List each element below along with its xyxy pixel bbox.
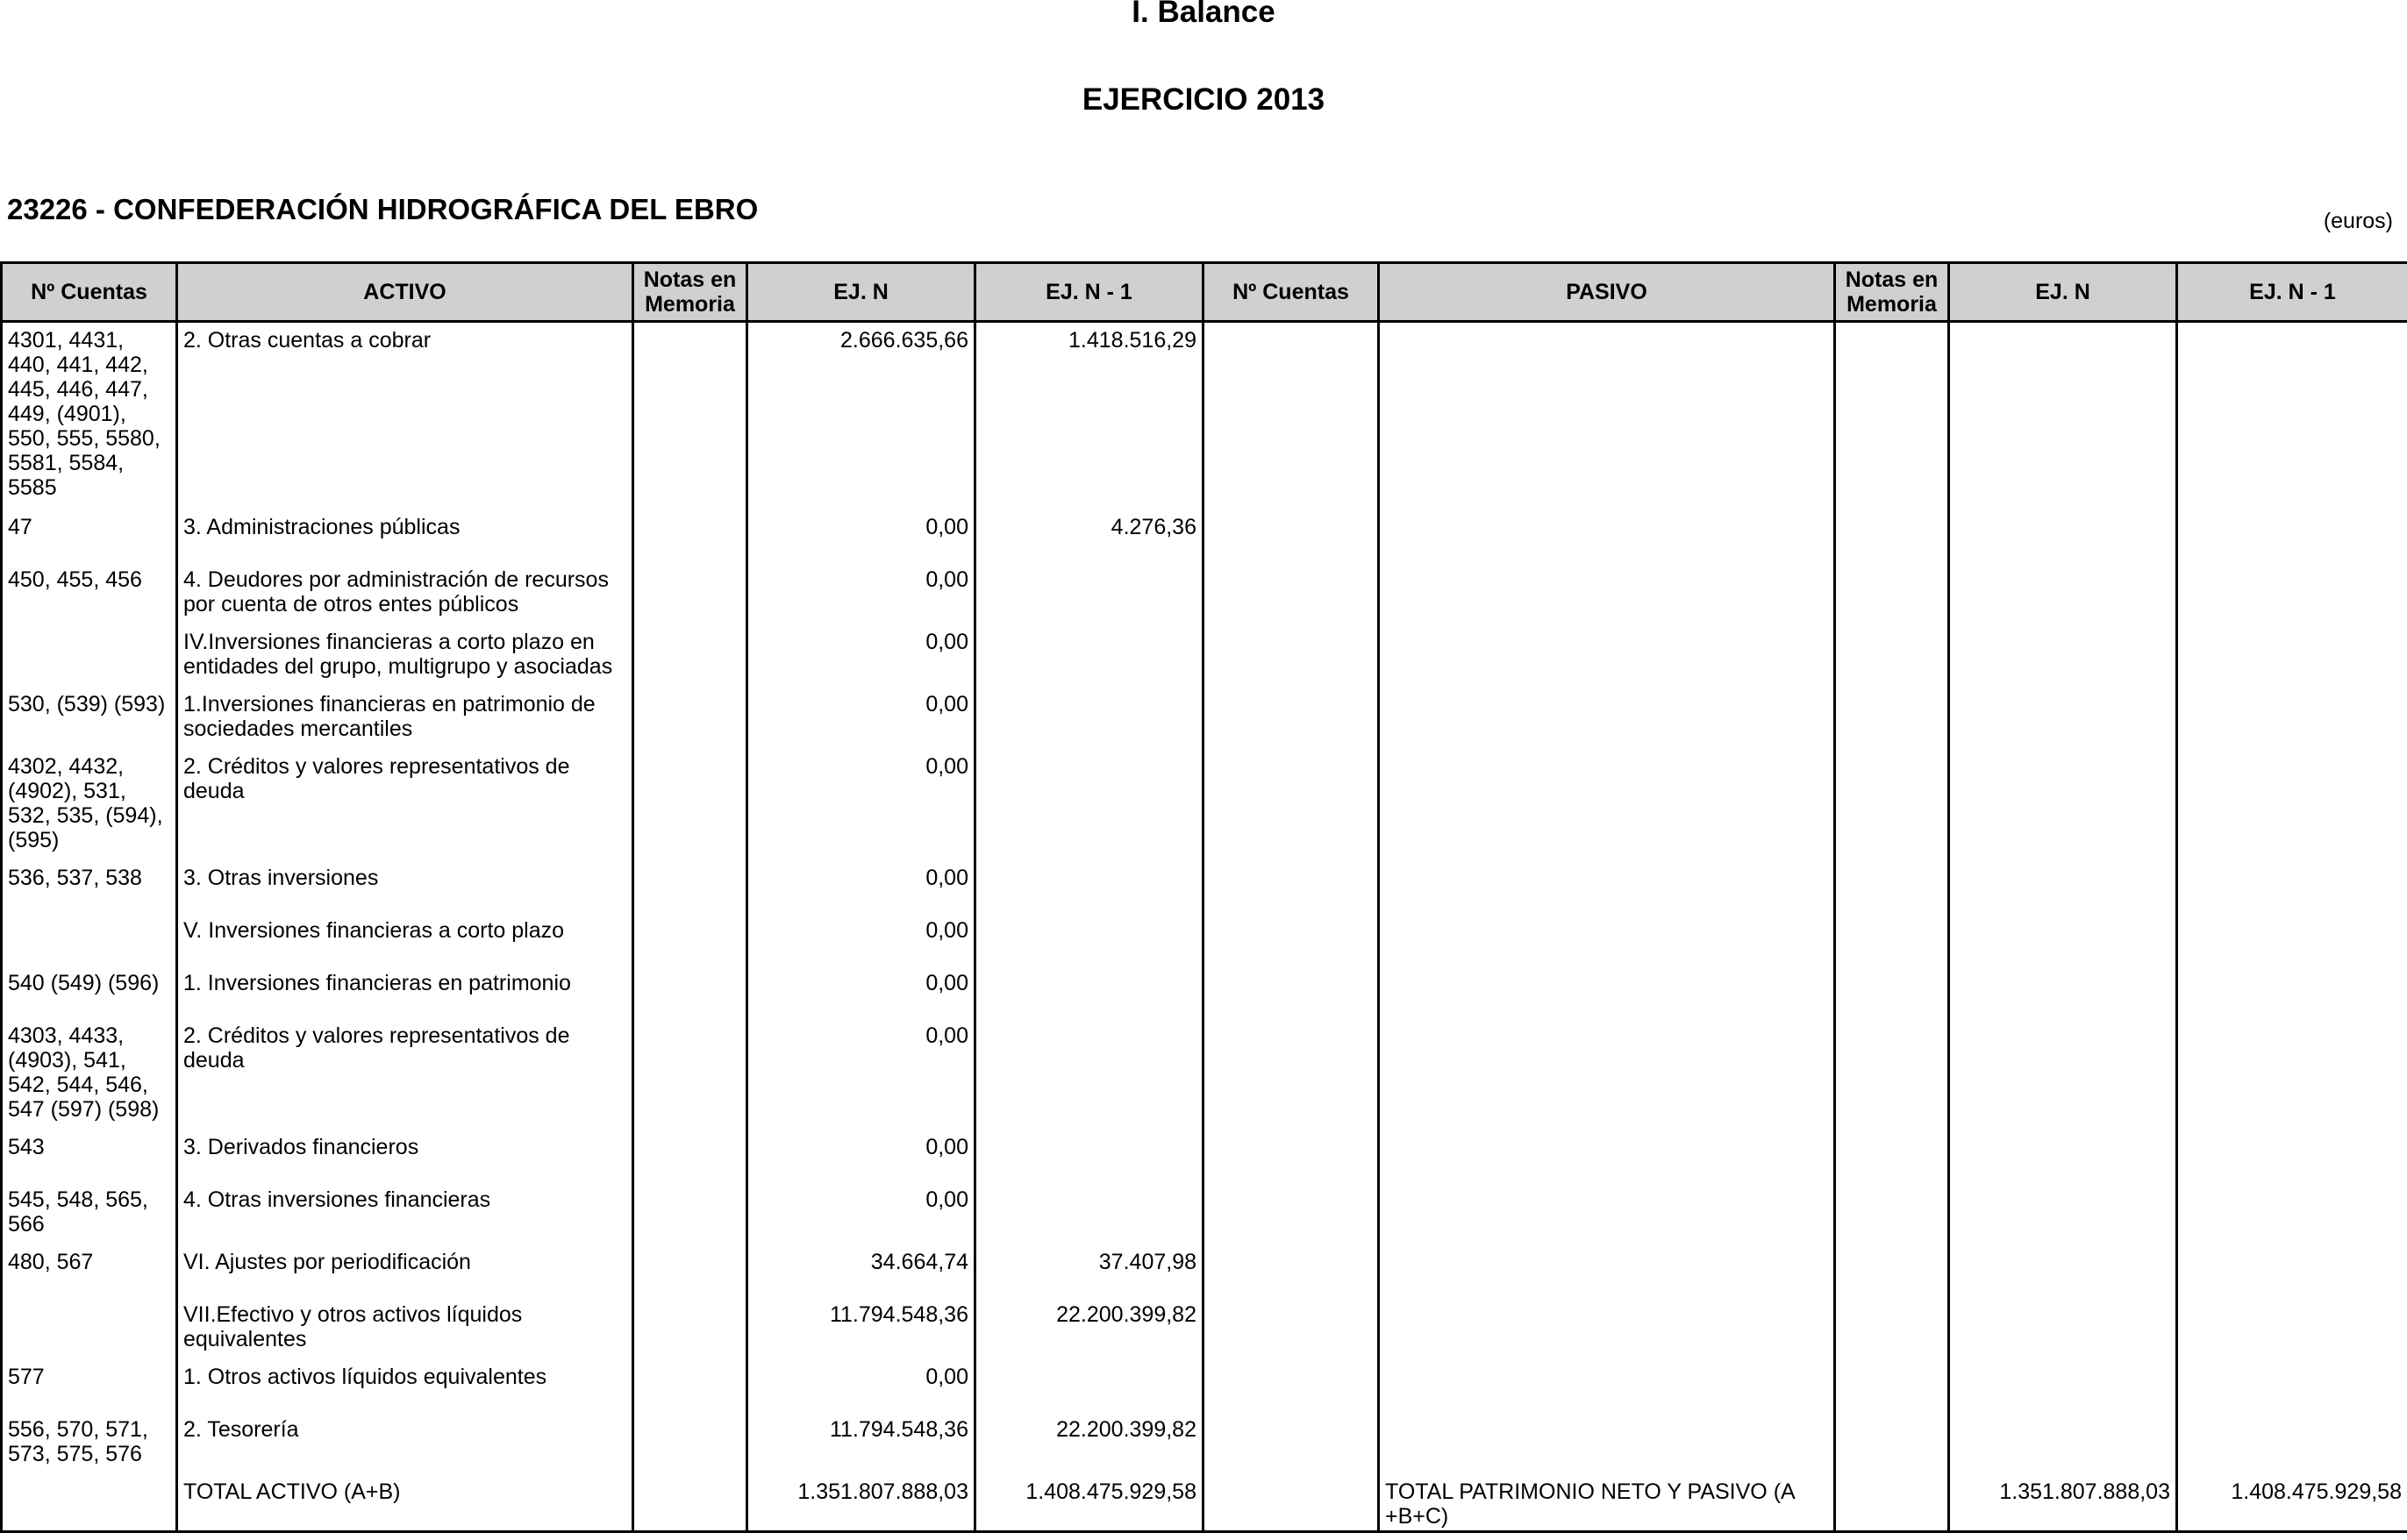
cell-ejn-activo: 0,00 xyxy=(747,687,975,749)
cell-notas-pasivo xyxy=(1835,510,1949,562)
col-header-cuentas-pasivo: Nº Cuentas xyxy=(1204,263,1379,322)
cell-cuentas-activo: 4301, 4431, 440, 441, 442, 445, 446, 447, 449, (4901), 550, 555, 5580, 5581, 5584, 5585 xyxy=(2,322,177,510)
cell-pasivo-concepto xyxy=(1379,1359,1835,1412)
cell-ejn1-pasivo xyxy=(2177,1244,2407,1297)
cell-cuentas-activo: 4302, 4432, (4902), 531, 532, 535, (594), (595) xyxy=(2,749,177,860)
cell-pasivo-concepto xyxy=(1379,966,1835,1018)
cell-notas-pasivo xyxy=(1835,562,1949,624)
cell-activo-concepto: 2. Créditos y valores representativos de deuda xyxy=(177,749,633,860)
cell-ejn1-pasivo xyxy=(2177,1018,2407,1130)
cell-activo-concepto: V. Inversiones financieras a corto plazo xyxy=(177,913,633,966)
cell-cuentas-activo xyxy=(2,1297,177,1359)
cell-ejn-pasivo xyxy=(1949,966,2177,1018)
cell-cuentas-pasivo xyxy=(1204,1412,1379,1474)
cell-ejn-activo: 34.664,74 xyxy=(747,1244,975,1297)
cell-cuentas-activo: 545, 548, 565, 566 xyxy=(2,1182,177,1244)
col-header-ejn1-pasivo: EJ. N - 1 xyxy=(2177,263,2407,322)
cell-ejn1-activo xyxy=(975,687,1204,749)
cell-activo-concepto: TOTAL ACTIVO (A+B) xyxy=(177,1474,633,1532)
cell-ejn1-pasivo xyxy=(2177,562,2407,624)
col-header-activo: ACTIVO xyxy=(177,263,633,322)
cell-cuentas-pasivo xyxy=(1204,687,1379,749)
entity-name: 23226 - CONFEDERACIÓN HIDROGRÁFICA DEL EBRO xyxy=(7,193,759,225)
cell-cuentas-pasivo xyxy=(1204,1297,1379,1359)
cell-cuentas-activo xyxy=(2,913,177,966)
cell-ejn-pasivo xyxy=(1949,1018,2177,1130)
cell-cuentas-activo: 450, 455, 456 xyxy=(2,562,177,624)
cell-cuentas-pasivo xyxy=(1204,624,1379,687)
cell-ejn-activo: 0,00 xyxy=(747,1130,975,1182)
cell-ejn-pasivo xyxy=(1949,749,2177,860)
cell-notas-activo xyxy=(633,1412,747,1474)
cell-ejn1-pasivo xyxy=(2177,1359,2407,1412)
cell-cuentas-activo: 480, 567 xyxy=(2,1244,177,1297)
cell-activo-concepto: VI. Ajustes por periodificación xyxy=(177,1244,633,1297)
table-row xyxy=(2,1182,2407,1244)
cell-activo-concepto: 3. Derivados financieros xyxy=(177,1130,633,1182)
table-row xyxy=(2,322,2407,510)
table-row xyxy=(2,1359,2407,1412)
cell-ejn1-activo xyxy=(975,913,1204,966)
cell-ejn-pasivo xyxy=(1949,860,2177,913)
cell-pasivo-concepto xyxy=(1379,562,1835,624)
cell-ejn1-activo xyxy=(975,1130,1204,1182)
cell-ejn1-pasivo xyxy=(2177,966,2407,1018)
col-header-pasivo: PASIVO xyxy=(1379,263,1835,322)
cell-activo-concepto: 2. Créditos y valores representativos de deuda xyxy=(177,1018,633,1130)
cell-cuentas-pasivo xyxy=(1204,510,1379,562)
cell-notas-activo xyxy=(633,687,747,749)
table-row xyxy=(2,1244,2407,1297)
cell-notas-activo xyxy=(633,624,747,687)
cell-ejn-activo: 0,00 xyxy=(747,624,975,687)
cell-cuentas-activo xyxy=(2,624,177,687)
cell-ejn1-activo: 22.200.399,82 xyxy=(975,1297,1204,1359)
cell-activo-concepto: 4. Otras inversiones financieras xyxy=(177,1182,633,1244)
cell-notas-pasivo xyxy=(1835,1359,1949,1412)
cell-ejn-pasivo xyxy=(1949,1412,2177,1474)
cell-activo-concepto: 3. Administraciones públicas xyxy=(177,510,633,562)
cell-pasivo-concepto xyxy=(1379,1182,1835,1244)
cell-pasivo-concepto xyxy=(1379,322,1835,510)
cell-activo-concepto: IV.Inversiones financieras a corto plazo en entidades del grupo, multigrupo y asociadas xyxy=(177,624,633,687)
cell-notas-pasivo xyxy=(1835,749,1949,860)
cell-cuentas-activo: 577 xyxy=(2,1359,177,1412)
cell-notas-pasivo xyxy=(1835,1474,1949,1532)
col-header-ejn1-activo: EJ. N - 1 xyxy=(975,263,1204,322)
cell-cuentas-pasivo xyxy=(1204,1018,1379,1130)
cell-cuentas-activo: 543 xyxy=(2,1130,177,1182)
cell-pasivo-concepto: TOTAL PATRIMONIO NETO Y PASIVO (A +B+C) xyxy=(1379,1474,1835,1532)
cell-ejn1-pasivo xyxy=(2177,1182,2407,1244)
cell-cuentas-pasivo xyxy=(1204,1474,1379,1532)
table-row xyxy=(2,749,2407,860)
cell-notas-pasivo xyxy=(1835,687,1949,749)
cell-cuentas-activo xyxy=(2,1474,177,1532)
cell-ejn1-activo xyxy=(975,966,1204,1018)
cell-notas-activo xyxy=(633,1018,747,1130)
cell-ejn-pasivo xyxy=(1949,687,2177,749)
cell-notas-activo xyxy=(633,913,747,966)
cell-ejn1-activo: 4.276,36 xyxy=(975,510,1204,562)
cell-cuentas-pasivo xyxy=(1204,860,1379,913)
cell-ejn-activo: 0,00 xyxy=(747,510,975,562)
cell-notas-pasivo xyxy=(1835,1297,1949,1359)
cell-notas-activo xyxy=(633,749,747,860)
table-row xyxy=(2,913,2407,966)
col-header-ejn-pasivo: EJ. N xyxy=(1949,263,2177,322)
cell-activo-concepto: 4. Deudores por administración de recursos por cuenta de otros entes públicos xyxy=(177,562,633,624)
col-header-notas-activo: Notas en Memoria xyxy=(633,263,747,322)
cell-notas-pasivo xyxy=(1835,966,1949,1018)
cell-pasivo-concepto xyxy=(1379,624,1835,687)
cell-cuentas-activo: 530, (539) (593) xyxy=(2,687,177,749)
col-header-notas-pasivo: Notas en Memoria xyxy=(1835,263,1949,322)
table-header-row xyxy=(2,263,2407,322)
cell-activo-concepto: 2. Otras cuentas a cobrar xyxy=(177,322,633,510)
cell-ejn1-activo xyxy=(975,749,1204,860)
cell-notas-activo xyxy=(633,510,747,562)
document-title: I. Balance xyxy=(1132,0,1275,29)
fiscal-year: EJERCICIO 2013 xyxy=(1082,82,1325,117)
cell-ejn1-pasivo xyxy=(2177,624,2407,687)
cell-cuentas-pasivo xyxy=(1204,322,1379,510)
cell-ejn1-pasivo xyxy=(2177,1130,2407,1182)
cell-notas-pasivo xyxy=(1835,1018,1949,1130)
table-row xyxy=(2,562,2407,624)
cell-ejn-pasivo xyxy=(1949,913,2177,966)
cell-ejn-pasivo xyxy=(1949,1359,2177,1412)
cell-notas-pasivo xyxy=(1835,322,1949,510)
cell-pasivo-concepto xyxy=(1379,1244,1835,1297)
cell-notas-activo xyxy=(633,966,747,1018)
units-label: (euros) xyxy=(2323,209,2393,233)
cell-ejn1-pasivo xyxy=(2177,1297,2407,1359)
cell-ejn-pasivo xyxy=(1949,562,2177,624)
cell-ejn-pasivo xyxy=(1949,322,2177,510)
cell-pasivo-concepto xyxy=(1379,510,1835,562)
cell-cuentas-activo: 536, 537, 538 xyxy=(2,860,177,913)
cell-ejn-activo: 0,00 xyxy=(747,860,975,913)
cell-cuentas-activo: 556, 570, 571, 573, 575, 576 xyxy=(2,1412,177,1474)
cell-ejn1-activo xyxy=(975,860,1204,913)
cell-ejn1-pasivo xyxy=(2177,860,2407,913)
table-row xyxy=(2,1412,2407,1474)
cell-ejn-pasivo xyxy=(1949,510,2177,562)
cell-ejn1-activo xyxy=(975,1182,1204,1244)
table-row xyxy=(2,1018,2407,1130)
cell-ejn-activo: 1.351.807.888,03 xyxy=(747,1474,975,1532)
cell-ejn-pasivo xyxy=(1949,624,2177,687)
cell-ejn1-activo: 37.407,98 xyxy=(975,1244,1204,1297)
cell-notas-activo xyxy=(633,562,747,624)
cell-activo-concepto: 1. Inversiones financieras en patrimonio xyxy=(177,966,633,1018)
cell-pasivo-concepto xyxy=(1379,1018,1835,1130)
cell-ejn-pasivo xyxy=(1949,1130,2177,1182)
cell-cuentas-activo: 47 xyxy=(2,510,177,562)
cell-cuentas-pasivo xyxy=(1204,966,1379,1018)
cell-cuentas-pasivo xyxy=(1204,1130,1379,1182)
cell-ejn-activo: 0,00 xyxy=(747,1359,975,1412)
cell-activo-concepto: 1. Otros activos líquidos equivalentes xyxy=(177,1359,633,1412)
table-row xyxy=(2,966,2407,1018)
cell-ejn-pasivo: 1.351.807.888,03 xyxy=(1949,1474,2177,1532)
cell-ejn1-pasivo xyxy=(2177,749,2407,860)
cell-notas-pasivo xyxy=(1835,624,1949,687)
cell-ejn1-activo xyxy=(975,624,1204,687)
cell-notas-pasivo xyxy=(1835,1244,1949,1297)
cell-ejn1-pasivo xyxy=(2177,1412,2407,1474)
cell-ejn1-activo xyxy=(975,1359,1204,1412)
cell-ejn-activo: 0,00 xyxy=(747,913,975,966)
cell-ejn-pasivo xyxy=(1949,1297,2177,1359)
cell-ejn1-pasivo: 1.408.475.929,58 xyxy=(2177,1474,2407,1532)
table-row xyxy=(2,1474,2407,1532)
cell-ejn-activo: 11.794.548,36 xyxy=(747,1297,975,1359)
cell-ejn1-pasivo xyxy=(2177,322,2407,510)
cell-pasivo-concepto xyxy=(1379,913,1835,966)
balance-table xyxy=(0,261,2407,1533)
cell-cuentas-pasivo xyxy=(1204,913,1379,966)
cell-activo-concepto: VII.Efectivo y otros activos líquidos equivalentes xyxy=(177,1297,633,1359)
table-row xyxy=(2,860,2407,913)
cell-notas-activo xyxy=(633,1474,747,1532)
cell-ejn1-activo xyxy=(975,562,1204,624)
cell-notas-activo xyxy=(633,1130,747,1182)
cell-cuentas-pasivo xyxy=(1204,562,1379,624)
cell-notas-activo xyxy=(633,860,747,913)
table-row xyxy=(2,510,2407,562)
table-row xyxy=(2,1130,2407,1182)
cell-cuentas-activo: 4303, 4433, (4903), 541, 542, 544, 546, 547 (597) (598) xyxy=(2,1018,177,1130)
cell-ejn1-activo: 1.418.516,29 xyxy=(975,322,1204,510)
col-header-ejn-activo: EJ. N xyxy=(747,263,975,322)
cell-ejn-pasivo xyxy=(1949,1182,2177,1244)
cell-ejn1-activo: 1.408.475.929,58 xyxy=(975,1474,1204,1532)
cell-ejn-activo: 0,00 xyxy=(747,1182,975,1244)
cell-cuentas-activo: 540 (549) (596) xyxy=(2,966,177,1018)
cell-notas-pasivo xyxy=(1835,860,1949,913)
cell-ejn1-pasivo xyxy=(2177,687,2407,749)
cell-ejn1-activo: 22.200.399,82 xyxy=(975,1412,1204,1474)
cell-ejn-activo: 0,00 xyxy=(747,749,975,860)
table-row xyxy=(2,687,2407,749)
cell-ejn1-pasivo xyxy=(2177,510,2407,562)
cell-ejn-activo: 0,00 xyxy=(747,1018,975,1130)
cell-ejn1-pasivo xyxy=(2177,913,2407,966)
cell-notas-activo xyxy=(633,1359,747,1412)
cell-pasivo-concepto xyxy=(1379,1412,1835,1474)
table-row xyxy=(2,624,2407,687)
cell-ejn-activo: 0,00 xyxy=(747,562,975,624)
cell-activo-concepto: 2. Tesorería xyxy=(177,1412,633,1474)
cell-pasivo-concepto xyxy=(1379,749,1835,860)
cell-activo-concepto: 3. Otras inversiones xyxy=(177,860,633,913)
cell-notas-activo xyxy=(633,1244,747,1297)
cell-ejn1-activo xyxy=(975,1018,1204,1130)
cell-cuentas-pasivo xyxy=(1204,749,1379,860)
table-row xyxy=(2,1297,2407,1359)
cell-notas-pasivo xyxy=(1835,1412,1949,1474)
cell-notas-activo xyxy=(633,1182,747,1244)
cell-ejn-pasivo xyxy=(1949,1244,2177,1297)
cell-pasivo-concepto xyxy=(1379,1130,1835,1182)
cell-activo-concepto: 1.Inversiones financieras en patrimonio de sociedades mercantiles xyxy=(177,687,633,749)
cell-ejn-activo: 2.666.635,66 xyxy=(747,322,975,510)
cell-notas-activo xyxy=(633,1297,747,1359)
cell-pasivo-concepto xyxy=(1379,860,1835,913)
cell-ejn-activo: 0,00 xyxy=(747,966,975,1018)
cell-cuentas-pasivo xyxy=(1204,1182,1379,1244)
cell-ejn-activo: 11.794.548,36 xyxy=(747,1412,975,1474)
cell-notas-activo xyxy=(633,322,747,510)
cell-cuentas-pasivo xyxy=(1204,1359,1379,1412)
cell-notas-pasivo xyxy=(1835,1130,1949,1182)
cell-cuentas-pasivo xyxy=(1204,1244,1379,1297)
cell-notas-pasivo xyxy=(1835,1182,1949,1244)
col-header-cuentas-activo: Nº Cuentas xyxy=(2,263,177,322)
cell-notas-pasivo xyxy=(1835,913,1949,966)
cell-pasivo-concepto xyxy=(1379,687,1835,749)
cell-pasivo-concepto xyxy=(1379,1297,1835,1359)
